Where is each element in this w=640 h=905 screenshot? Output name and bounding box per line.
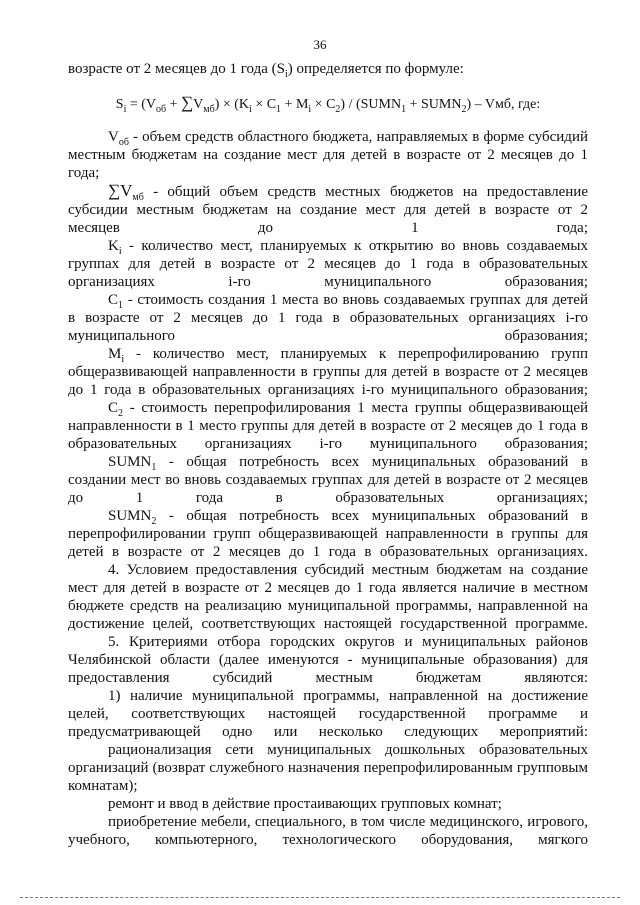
def-vob: $V_{об}$ - объем средств областного бюджета, направляемых в форме субсидий местным бюджетам на создание мест для детей в возрасте от 2 месяцев до 1 года; — [68, 129, 588, 181]
paragraph-5: 5. Критериями отбора городских округов и муниципальных районов Челябинской области (далее именуются - муниципальные образования) для предоставления субсидий местным бюджетам являются: — [68, 634, 588, 686]
document-body — [68, 60, 588, 849]
criterion-1: 1) наличие муниципальной программы, направленной на достижение целей, соответствующих настоящей государственной программе и предусматривающей одно или несколько следующих мероприятий: — [68, 688, 588, 740]
def-c2: $C_2$ - стоимость перепрофилирования 1 места группы общеразвивающей направленности в 1 место группы для детей в возрасте от 2 месяцев до 1 года в образовательных организациях i-го муниципального образования; — [68, 400, 588, 452]
intro-line: возрасте от 2 месяцев до 1 года $(S_i)$ определяется по формуле: — [68, 61, 464, 80]
formula: $S_i = (V_{об} + \sum V_{мб}) \times (K_i \times C_1 + M_i \times C_2)$ / ($SUMN_1$ + $SUMN_2$) – Vмб, где: — [115, 93, 541, 115]
measure-equipment: приобретение мебели, специального, в том числе медицинского, игрового, учебного, компьютерного, технологического оборудования, мягкого — [68, 814, 588, 848]
paragraph-4: 4. Условием предоставления субсидий местным бюджетам на создание мест для детей в возрасте от 2 месяцев до 1 года является наличие в местном бюджете средств на реализацию муниципальной программы, направленной на достижение целей, соответствующих настоящей государственной программе. — [68, 562, 588, 632]
def-sumn1: $SUMN_1$ - общая потребность всех муниципальных образований в создании мест во вновь создаваемых группах для детей в возрасте от 2 месяцев до 1 года в образовательных организациях; — [68, 454, 588, 506]
def-sum-vmb: $\sum V_{мб}$ - общий объем средств местных бюджетов на предоставление субсидии местным бюджетам на создание мест для детей в возрасте от 2 месяцев до 1 года; — [68, 181, 588, 236]
def-sumn2: $SUMN_2$ - общая потребность всех муниципальных образований в перепрофилировании групп общеразвивающей направленности в группы для детей в возрасте от 2 месяцев до 1 года в образовательных организациях. — [68, 508, 588, 560]
page-number: 36 — [313, 37, 327, 52]
def-mi: $M_i$ - количество мест, планируемых к перепрофилированию групп общеразвивающей направленности в группы для детей в возрасте от 2 месяцев до 1 года в образовательных организациях i-го муниципального образования; — [68, 346, 588, 398]
def-ki: $K_i$ - количество мест, планируемых к открытию во вновь создаваемых группах для детей в возрасте от 2 месяцев до 1 года в образовательных организациях i-го муниципального образования; — [68, 238, 588, 290]
def-c1: $C_1$ - стоимость создания 1 места во вновь создаваемых группах для детей в возрасте от 2 месяцев до 1 года в образовательных организациях i-го муниципального образования; — [68, 292, 588, 344]
measure-repair: ремонт и ввод в действие простаивающих групповых комнат; — [108, 796, 502, 812]
page-bottom-edge — [20, 897, 620, 898]
measure-rationalization: рационализация сети муниципальных дошкольных образовательных организаций (возврат служебного назначения перепрофилированным групповым комнатам); — [68, 742, 588, 794]
